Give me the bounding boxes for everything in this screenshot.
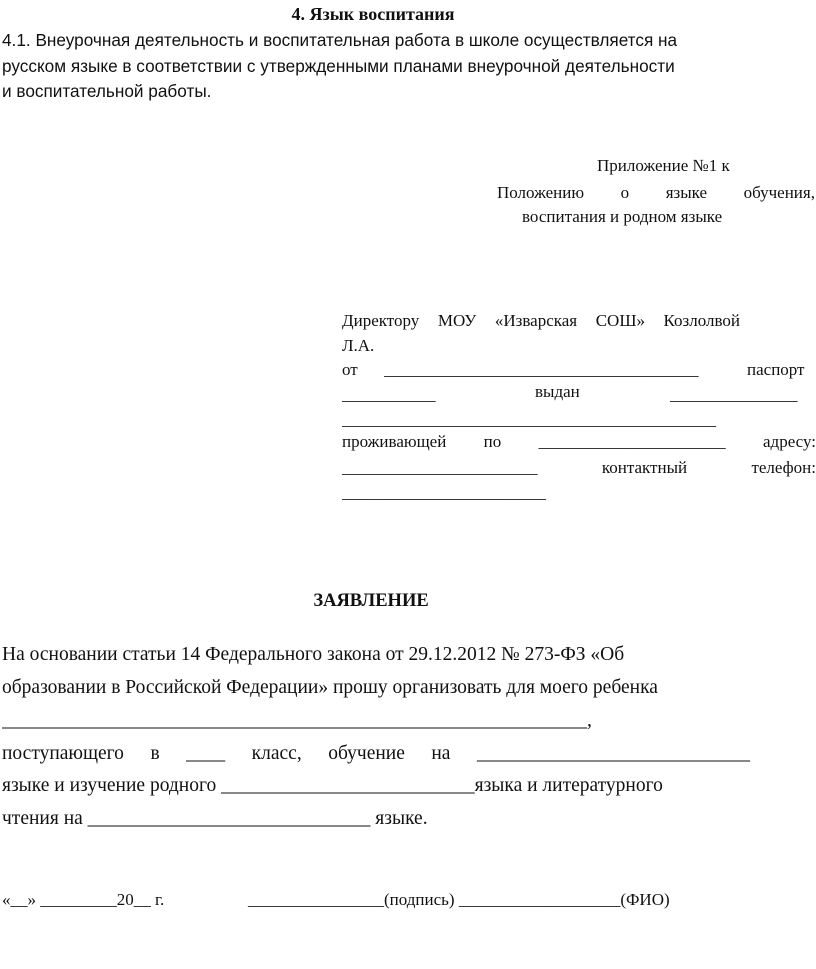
address-passport: паспорт [747,360,805,379]
address-word: «Изварская [494,311,578,330]
signature-field[interactable]: ________________(подпись) ___________________(ФИО) [248,890,670,909]
appendix-word: языке [665,183,708,202]
issued-by-blank[interactable]: ____________________________________________ [342,410,716,429]
address-word: Директору [342,311,420,330]
appendix-line-2 [497,183,815,203]
statement-word: поступающего [2,743,124,764]
address-line-2: Л.А. [342,336,375,355]
address-line-6 [342,432,816,452]
address-line-1 [342,311,740,331]
address-word: Козлолвой [663,311,740,330]
date-field[interactable]: «__» _________20__ г. [2,890,165,909]
address-blank[interactable]: _______________________ [342,458,538,477]
issued-blank[interactable]: _______________ [670,385,798,404]
section-title: 4. Язык воспитания [291,4,455,24]
language-blank[interactable]: ____________________________ [476,743,750,764]
statement-line-6: чтения на _____________________________ языке. [2,808,428,829]
statement-text: На основании статьи 14 Федерального закона от 29.12.2012 № 273-ФЗ «Об [2,644,625,665]
phone-blank[interactable]: ________________________ [342,483,546,502]
address-word: СОШ» [595,311,645,330]
address-word: по [483,432,502,451]
statement-word: класс, [251,743,302,764]
child-name-blank[interactable]: ____________________________________________________________, [2,710,592,731]
passport-blank[interactable]: ___________ [342,385,436,404]
appendix-line-3: воспитания и родном языке [522,207,723,226]
statement-line-2: образовании в Российской Федерации» прошу организовать для моего ребенка [2,677,658,698]
address-word: адресу: [763,432,816,451]
statement-line-5: языке и изучение родного __________________________языка и литературного [2,775,663,796]
address-word: МОУ [437,311,477,330]
address-line-7 [342,458,816,478]
statement-title: ЗАЯВЛЕНИЕ [313,591,429,611]
grade-blank[interactable]: ____ [186,743,226,764]
address-issued: выдан [535,382,580,401]
recipient-blank[interactable]: _____________________________________ [384,360,699,379]
address-word: телефон: [751,458,816,477]
address-word: проживающей [342,432,447,451]
address-from: от [342,360,358,379]
statement-line-1 [2,644,745,666]
statement-line-4 [2,743,750,765]
paragraph-line: 4.1. Внеурочная деятельность и воспитательная работа в школе осуществляется на [2,30,678,50]
appendix-word: обучения, [743,183,815,202]
statement-word: обучение [328,743,405,764]
paragraph-line: русском языке в соответствии с утвержденными планами внеурочной деятельности [2,55,675,76]
residence-blank[interactable]: ______________________ [538,432,726,451]
paragraph-line: и воспитательной работы. [2,81,212,101]
appendix-word: о [620,183,630,202]
section-paragraph [2,28,762,105]
address-word: контактный [601,458,688,477]
statement-word: на [431,743,451,764]
appendix-line-1: Приложение №1 к [597,156,730,175]
statement-word: в [150,743,160,764]
appendix-word: Положению [497,183,585,202]
